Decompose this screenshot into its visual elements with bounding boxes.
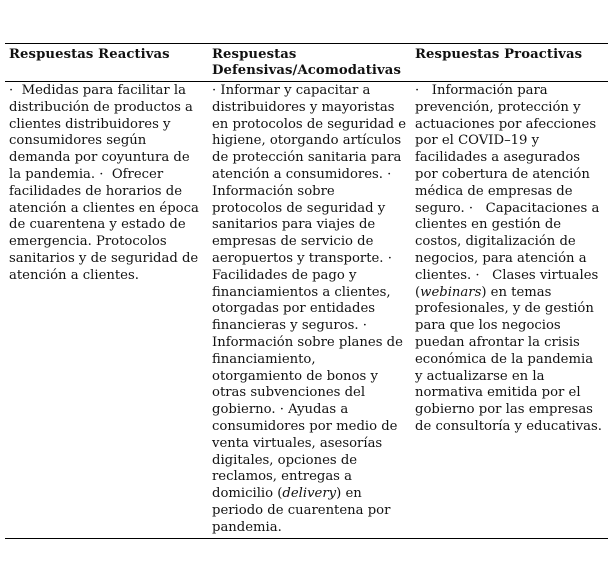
cell-proactivas: [411, 82, 608, 539]
header-proactivas: Respuestas Proactivas: [411, 44, 608, 82]
defensivas-text-part2: ) en periodo de cuarentena por pandemia.: [212, 486, 395, 535]
header-defensivas: Respuestas Defensivas/Acomodativas: [208, 44, 411, 82]
responses-table: [5, 43, 608, 539]
table-header-row: [5, 44, 608, 82]
responses-table-container: [5, 43, 608, 539]
cell-defensivas: [208, 82, 411, 539]
cell-reactivas: [5, 82, 208, 539]
reactivas-text: · Medidas para facilitar la distribución de productos a clientes distribuidores y consumidores según demanda por coyuntura de la pandemia. · Ofrecer facilidades de horarios de atención a clientes en época de cuarentena y estado de emergencia. Protocolos sanitarios y de seguridad de atención a clientes.: [9, 83, 204, 283]
defensivas-text-part1: · Informar y capacitar a distribuidores y mayoristas en protocolos de seguridad e higiene, otorgando artículos de protección sanitaria para atención a consumidores. · Información sobre protocolos de seguridad y sanitarios para viajes de empresas de servicio de aeropuertos y transporte. · Facilidades de pago y financiamientos a clientes, otorgadas por entidades financieras y seguros. · Información sobre planes de financiamiento, otorgamiento de bonos y otras subvenciones del gobierno. · Ayudas a consumidores por medio de venta virtuales, asesorías digitales, opciones de reclamos, entregas a domicilio (: [212, 83, 411, 502]
proactivas-italic-term: webinars: [420, 284, 482, 300]
proactivas-text-part1: · Información para prevención, protección y actuaciones por afecciones por el COVID–19 y facilidades a asegurados por cobertura de atención médica de empresas de seguro. · Capacitaciones a clientes en gestión de costos, digitalización de negocios, para atención a clientes. · Clases virtuales (: [415, 83, 604, 300]
defensivas-italic-term: delivery: [282, 486, 337, 502]
header-reactivas: Respuestas Reactivas: [5, 44, 208, 82]
table-row: [5, 82, 608, 539]
proactivas-text-part2: ) en temas profesionales, y de gestión para que los negocios puedan afrontar la crisis económica de la pandemia y actualizarse en la normativa emitida por el gobierno por las empresas de consultoría y educativas.: [415, 284, 602, 434]
